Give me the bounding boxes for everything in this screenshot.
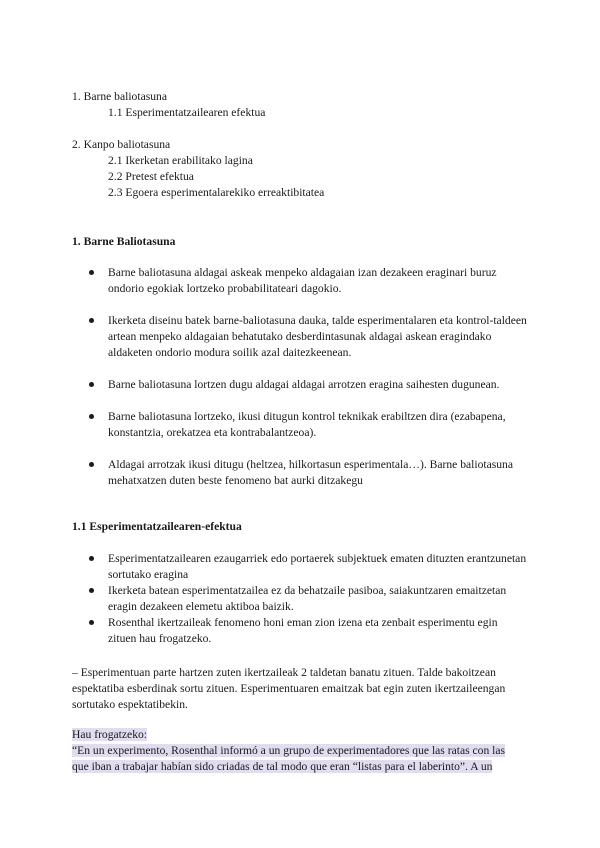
toc-item-2: 2. Kanpo baliotasuna [72,138,171,151]
bullet-icon [89,462,94,467]
list-item: Ikerketa batean esperimentatzailea ez da behatzaile pasiboa, saiakuntzaren emaitzetan eragin dezakeen elemetu aktiboa baizik. [0,583,528,615]
body-paragraph: – Esperimentuan parte hartzen zuten ikertzaileak 2 taldetan banatu zituen. Talde bakoitzean espektatiba esberdinak sortu zituen. Esperimentuaren emaitzak bat egin zuten ikertzaileengan sortutako espektatibekin. [72,666,506,711]
highlighted-quote-line-2: que iban a trabajar habían sido criadas de tal modo que eran “listas para el laberinto”. A un [72,760,493,773]
bullet-icon [89,414,94,419]
toc-item-1: 1. Barne baliotasuna [72,90,167,103]
section-heading-esperimentatzailearen-efektua: 1.1 Esperimentatzailearen-efektua [72,520,242,533]
section1-bullet-list [0,265,528,489]
list-item: Barne baliotasuna lortzeko, ikusi ditugun kontrol teknikak erabiltzen dira (ezabapena, konstantzia, orekatzea eta kontrabalantzeoa). [0,409,528,441]
list-item: Barne baliotasuna lortzen dugu aldagai aldagai arrotzen eragina saihesten dugunean. [0,377,528,393]
highlight-block [72,727,505,775]
highlighted-label: Hau frogatzeko: [72,728,148,741]
bullet-icon [89,270,94,275]
bullet-icon [89,318,94,323]
bullet-icon [89,382,94,387]
highlighted-quote-line-1: “En un experimento, Rosenthal informó a un grupo de experimentadores que las ratas con las [72,744,506,757]
bullet-icon [89,620,94,625]
section11-bullet-list [0,551,528,647]
list-item: Esperimentatzailearen ezaugarriek edo portaerek subjektuek ematen dituzten erantzunetan sortutako eragina [0,551,528,583]
list-item: Barne baliotasuna aldagai askeak menpeko aldagaian izan dezakeen eraginari buruz ondorio egokiak lortzeko probabilitateari dagokio. [0,265,528,297]
bullet-icon [89,588,94,593]
toc-subitem-2-3: 2.3 Egoera esperimentalarekiko erreaktibitatea [108,186,325,199]
bullet-icon [89,556,94,561]
list-item: Rosenthal ikertzaileak fenomeno honi eman zion izena eta zenbait esperimentu egin zituen hau frogatzeko. [0,615,528,647]
list-item: Aldagai arrotzak ikusi ditugu (heltzea, hilkortasun esperimentala…). Barne baliotasuna mehatxatzen duten beste fenomeno bat aurki ditzakegu [0,457,528,489]
toc-subitem-2-2: 2.2 Pretest efektua [108,170,194,183]
toc-subitem-2-1: 2.1 Ikerketan erabilitako lagina [108,154,253,167]
list-item: Ikerketa diseinu batek barne-baliotasuna dauka, talde esperimentalaren eta kontrol-taldeen artean menpeko aldagaian behatutako desberdintasunak aldagai askean eragindako aldaketen ondorio modura soilik azal daitezkeenean. [0,313,528,361]
section-heading-barne-baliotasuna: 1. Barne Baliotasuna [72,235,176,248]
toc-subitem-1-1: 1.1 Esperimentatzailearen efektua [108,106,266,119]
